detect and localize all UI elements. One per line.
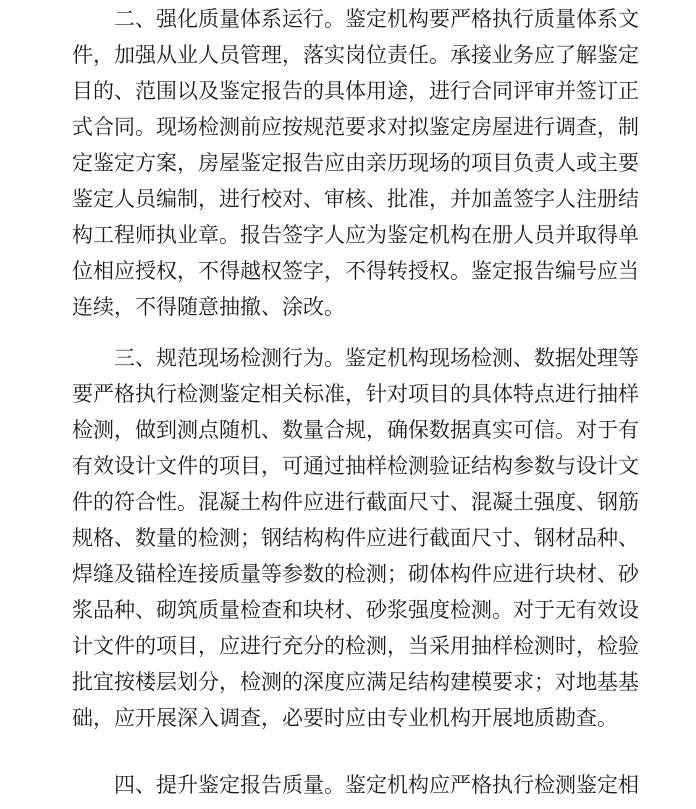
paragraph-site-inspection <box>72 340 639 736</box>
paragraph-quality-system <box>72 1 639 325</box>
text-line: 检测，做到测点随机、数量合规，确保数据真实可信。对于有 <box>72 418 639 442</box>
text-line: 要严格执行检测鉴定相关标准，针对项目的具体特点进行抽样 <box>72 382 639 406</box>
text-line: 批宜按楼层划分，检测的深度应满足结构建模要求；对地基基 <box>72 670 639 694</box>
text-line: 浆品种、砌筑质量检查和块材、砂浆强度检测。对于无有效设 <box>72 598 639 622</box>
text-line: 三、规范现场检测行为。鉴定机构现场检测、数据处理等 <box>72 346 639 370</box>
text-line: 计文件的项目，应进行充分的检测，当采用抽样检测时，检验 <box>72 634 639 658</box>
text-line: 焊缝及锚栓连接质量等参数的检测；砌体构件应进行块材、砂 <box>72 562 639 586</box>
text-line: 式合同。现场检测前应按规范要求对拟鉴定房屋进行调查，制 <box>72 115 639 139</box>
text-line: 四、提升鉴定报告质量。鉴定机构应严格执行检测鉴定相 <box>72 773 639 797</box>
text-line: 件，加强从业人员管理，落实岗位责任。承接业务应了解鉴定 <box>72 43 639 67</box>
text-line: 二、强化质量体系运行。鉴定机构要严格执行质量体系文 <box>72 7 639 31</box>
text-line: 有效设计文件的项目，可通过抽样检测验证结构参数与设计文 <box>72 454 639 478</box>
text-line: 鉴定人员编制，进行校对、审核、批准，并加盖签字人注册结 <box>72 187 639 211</box>
text-line: 位相应授权，不得越权签字，不得转授权。鉴定报告编号应当 <box>72 259 639 283</box>
text-line: 件的符合性。混凝土构件应进行截面尺寸、混凝土强度、钢筋 <box>72 490 639 514</box>
text-line: 规格、数量的检测；钢结构构件应进行截面尺寸、钢材品种、 <box>72 526 639 550</box>
text-line: 连续，不得随意抽撤、涂改。 <box>72 295 345 319</box>
text-line: 构工程师执业章。报告签字人应为鉴定机构在册人员并取得单 <box>72 223 639 247</box>
text-line: 定鉴定方案，房屋鉴定报告应由亲历现场的项目负责人或主要 <box>72 151 639 175</box>
text-line: 目的、范围以及鉴定报告的具体用途，进行合同评审并签订正 <box>72 79 639 103</box>
text-line: 础，应开展深入调查，必要时应由专业机构开展地质勘查。 <box>72 706 618 730</box>
paragraph-report-quality <box>72 767 639 803</box>
